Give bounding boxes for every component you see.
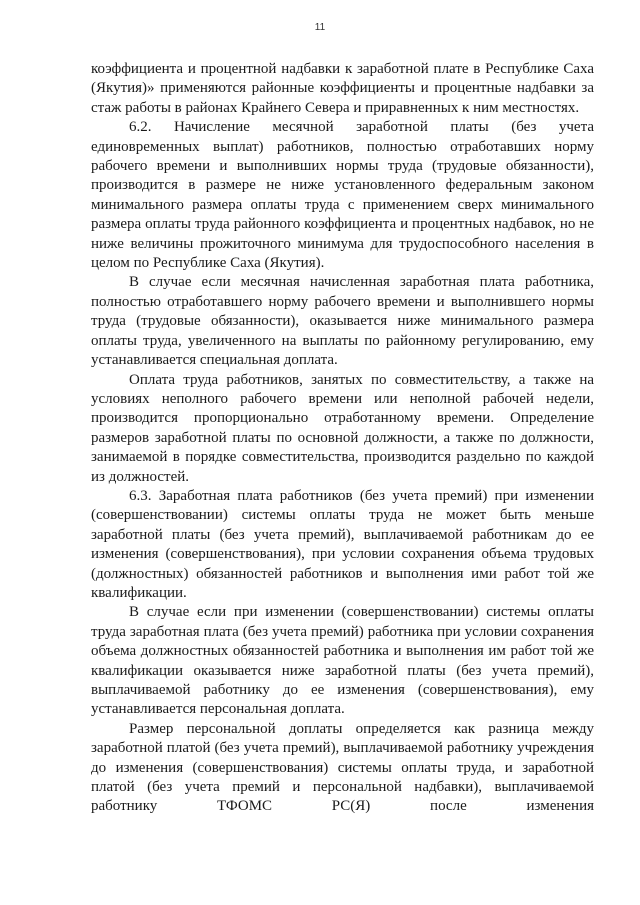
document-body [91,60,594,817]
paragraph-part-time-pay: Оплата труда работников, занятых по совместительству, а также на условиях неполного рабочего времени или неполной рабочей недели, производится пропорционально отработанному времени. Определение размеров заработной платы по основной должности, а также по должности, занимаемой в порядке совместительства, производится раздельно по каждой из должностей. [91,371,594,485]
paragraph-continuation: коэффициента и процентной надбавки к заработной плате в Республике Саха (Якутия)» применяются районные коэффициенты и процентные надбавки за стаж работы в районах Крайнего Севера и приравненных к ним местностях. [91,61,594,116]
paragraph-allowance-size: Размер персональной доплаты определяется как разница между заработной платой (без учета премий), выплачиваемой работнику учреждения до изменения (совершенствования) системы оплаты труда, и заработной платой (без учета премий и персональной надбавки), выплачиваемой работнику ТФОМС РС(Я) после изменения [91,720,594,815]
paragraph-special-allowance: В случае если месячная начисленная заработная плата работника, полностью отработавшего норму рабочего времени и выполнившего нормы труда (трудовые обязанности), оказывается ниже минимального размера оплаты труда, увеличенного на выплаты по районному регулированию, ему устанавливается специальная доплата. [91,274,594,369]
page-number: 11 [314,22,326,33]
paragraph-6-3: 6.3. Заработная плата работников (без учета премий) при изменении (совершенствовании) системы оплаты труда не может быть меньше заработной платы (без учета премий), выплачиваемой работникам до ее изменения (совершенствования), при условии сохранения объема трудовых (должностных) обязанностей работников и выполнения ими работ той же квалификации. [91,487,594,601]
paragraph-6-2: 6.2. Начисление месячной заработной платы (без учета единовременных выплат) работников, полностью отработавших норму рабочего времени и выполнивших нормы труда (трудовые обязанности), производится в размере не ниже установленного федеральным законом минимального размера оплаты труда с применением сверх минимального размера оплаты труда районного коэффициента и процентных надбавок, но не ниже величины прожиточного минимума для трудоспособного населения в целом по Республике Саха (Якутия). [91,119,594,272]
paragraph-personal-allowance: В случае если при изменении (совершенствовании) системы оплаты труда заработная плата (без учета премий) работника при условии сохранения объема должностных обязанностей работника и выполнения им работ той же квалификации оказывается ниже заработной платы (без учета премий), выплачиваемой работнику до ее изменения (совершенствования), ему устанавливается персональная доплата. [91,604,594,718]
